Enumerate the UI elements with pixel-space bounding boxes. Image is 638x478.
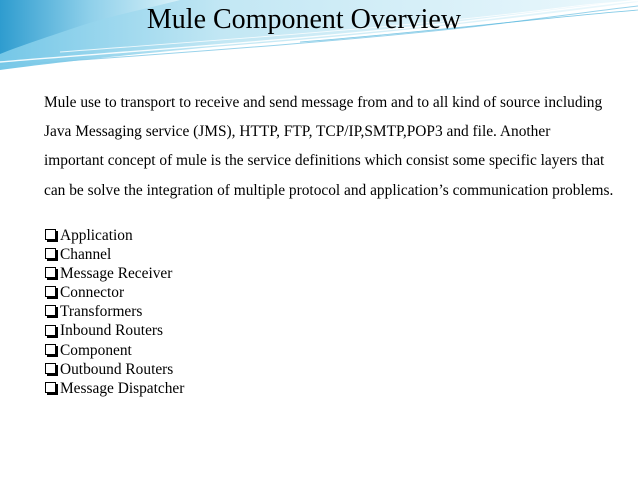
list-item [44, 360, 184, 379]
component-list [44, 226, 184, 398]
list-item [44, 341, 184, 360]
checkbox-bullet-icon [45, 382, 56, 393]
checkbox-bullet-icon [45, 267, 56, 278]
list-item-label: Component [60, 341, 132, 359]
checkbox-bullet-icon [45, 325, 56, 336]
list-item-label: Inbound Routers [60, 322, 164, 340]
slide-paragraph: Mule use to transport to receive and send message from and to all kind of source including Java Messaging service (JMS), HTTP, FTP, TCP/IP,SMTP,POP3 and file. Another important concept of mule is the service definitions which consist some specific layers that can be solve the integration of multiple protocol and application’s communication problems. [44, 94, 614, 199]
list-item-label: Message Dispatcher [60, 379, 185, 397]
slide-title: Mule Component Overview [146, 4, 462, 35]
list-item-label: Channel [60, 246, 112, 264]
list-item-label: Message Receiver [60, 265, 173, 283]
checkbox-bullet-icon [45, 229, 56, 240]
list-item-label: Transformers [60, 303, 143, 321]
checkbox-bullet-icon [45, 344, 56, 355]
checkbox-bullet-icon [45, 248, 56, 259]
checkbox-bullet-icon [45, 286, 56, 297]
list-item-label: Connector [60, 284, 125, 302]
list-item [44, 321, 184, 340]
list-item [44, 283, 184, 302]
list-item [44, 226, 184, 245]
list-item [44, 302, 184, 321]
list-item-label: Outbound Routers [60, 360, 174, 378]
list-item [44, 245, 184, 264]
list-item [44, 264, 184, 283]
list-item [44, 379, 184, 398]
list-item-label: Application [60, 227, 133, 244]
checkbox-bullet-icon [45, 363, 56, 374]
checkbox-bullet-icon [45, 305, 56, 316]
